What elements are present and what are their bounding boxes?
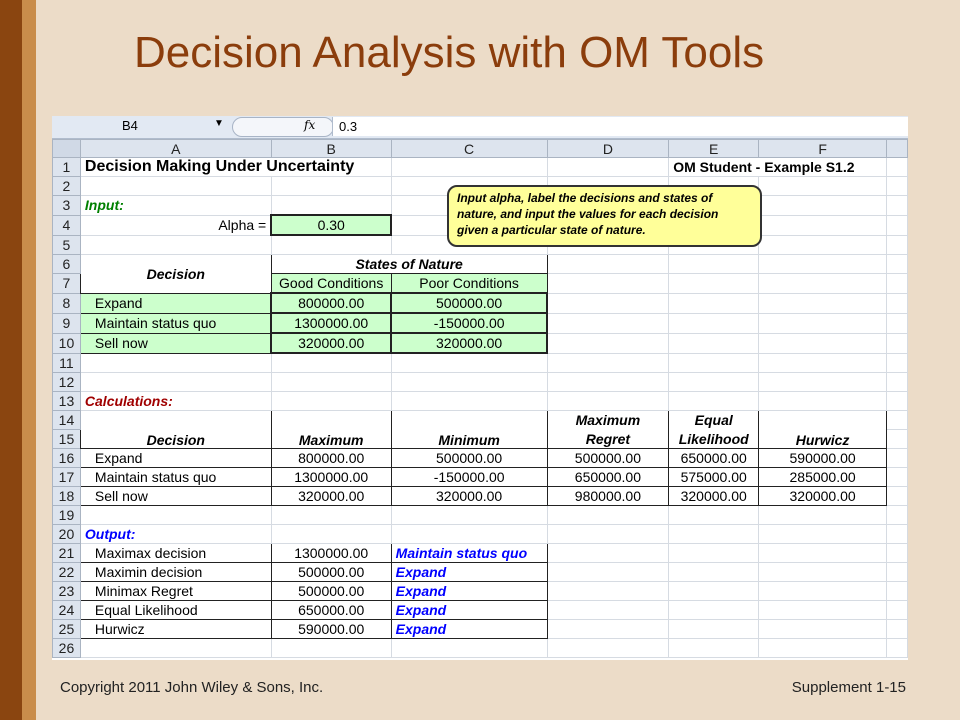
row-header-4[interactable]: 4	[53, 215, 81, 235]
calc-cell[interactable]: 320000.00	[759, 487, 887, 506]
row-header-7[interactable]: 7	[53, 274, 81, 294]
calc-cell[interactable]: 980000.00	[547, 487, 669, 506]
instruction-callout: Input alpha, label the decisions and states of nature, and input the values for each decision given a particular state of nature.	[447, 185, 762, 247]
table-row	[53, 563, 908, 582]
row-header-11[interactable]: 11	[53, 353, 81, 373]
calc-max-regret-header[interactable]: Maximum	[547, 411, 669, 430]
row-header-3[interactable]: 3	[53, 196, 81, 216]
calc-cell[interactable]: 575000.00	[669, 468, 759, 487]
payoff-cell[interactable]: 1300000.00	[271, 313, 391, 333]
page-number-footer: Supplement 1-15	[791, 679, 906, 696]
row-header-18[interactable]: 18	[53, 487, 81, 506]
fx-icon[interactable]: fx	[304, 118, 316, 132]
row-header-10[interactable]: 10	[53, 333, 81, 353]
row-header-16[interactable]: 16	[53, 449, 81, 468]
row-header-23[interactable]: 23	[53, 582, 81, 601]
output-decision-cell[interactable]: Maintain status quo	[391, 544, 547, 563]
calc-cell[interactable]: 800000.00	[271, 449, 391, 468]
decision-label-cell[interactable]: Maintain status quo	[80, 313, 271, 333]
row-header-12[interactable]: 12	[53, 373, 81, 392]
alpha-label[interactable]: Alpha =	[80, 215, 271, 235]
poor-conditions-header[interactable]: Poor Conditions	[391, 274, 547, 294]
table-row	[53, 293, 908, 313]
calc-maximum-header[interactable]: Maximum	[271, 411, 391, 449]
left-stripe-light	[22, 0, 36, 720]
table-row	[53, 333, 908, 353]
decision-header-cell[interactable]: Decision	[80, 255, 271, 294]
output-label-cell[interactable]: Maximin decision	[80, 563, 271, 582]
row-header-22[interactable]: 22	[53, 563, 81, 582]
row-header-9[interactable]: 9	[53, 313, 81, 333]
decision-label-cell[interactable]: Sell now	[80, 333, 271, 353]
row-header-20[interactable]: 20	[53, 525, 81, 544]
states-of-nature-header[interactable]: States of Nature	[271, 255, 547, 274]
column-header-f[interactable]: F	[759, 140, 887, 158]
formula-input[interactable]: 0.3	[332, 117, 908, 136]
payoff-cell[interactable]: -150000.00	[391, 313, 547, 333]
calc-cell[interactable]: -150000.00	[391, 468, 547, 487]
calc-cell[interactable]: 320000.00	[391, 487, 547, 506]
row-header-25[interactable]: 25	[53, 620, 81, 639]
column-header-e[interactable]: E	[669, 140, 759, 158]
output-value-cell[interactable]: 650000.00	[271, 601, 391, 620]
left-stripe-dark	[0, 0, 22, 720]
slide-title: Decision Analysis with OM Tools	[134, 28, 765, 77]
calc-decision-header[interactable]: Decision	[80, 411, 271, 449]
input-section-label[interactable]: Input:	[80, 196, 271, 216]
output-value-cell[interactable]: 590000.00	[271, 620, 391, 639]
row-header-5[interactable]: 5	[53, 235, 81, 255]
table-row	[53, 313, 908, 333]
payoff-cell[interactable]: 320000.00	[271, 333, 391, 353]
copyright-footer: Copyright 2011 John Wiley & Sons, Inc.	[60, 679, 324, 696]
name-box-dropdown-icon[interactable]: ▼	[214, 118, 224, 129]
output-label-cell[interactable]: Hurwicz	[80, 620, 271, 639]
output-value-cell[interactable]: 500000.00	[271, 563, 391, 582]
row-header-21[interactable]: 21	[53, 544, 81, 563]
output-decision-cell[interactable]: Expand	[391, 620, 547, 639]
column-header-c[interactable]: C	[391, 140, 547, 158]
payoff-cell[interactable]: 800000.00	[271, 293, 391, 313]
alpha-input-cell[interactable]: 0.30	[271, 215, 391, 235]
formula-bar	[52, 116, 908, 139]
table-row	[53, 582, 908, 601]
table-row	[53, 449, 908, 468]
row-header-8[interactable]: 8	[53, 293, 81, 313]
calc-equal-likelihood-header-line2[interactable]: Likelihood	[669, 430, 759, 449]
calc-cell[interactable]: 285000.00	[759, 468, 887, 487]
calc-cell[interactable]: 500000.00	[547, 449, 669, 468]
calc-cell[interactable]: 650000.00	[669, 449, 759, 468]
calc-cell[interactable]: 590000.00	[759, 449, 887, 468]
row-header-1[interactable]: 1	[53, 158, 81, 177]
calc-minimum-header[interactable]: Minimum	[391, 411, 547, 449]
calc-cell[interactable]: 1300000.00	[271, 468, 391, 487]
output-decision-cell[interactable]: Expand	[391, 601, 547, 620]
output-label-cell[interactable]: Minimax Regret	[80, 582, 271, 601]
output-decision-cell[interactable]: Expand	[391, 582, 547, 601]
name-box[interactable]: B4	[122, 118, 138, 133]
row-header-24[interactable]: 24	[53, 601, 81, 620]
row-header-6[interactable]: 6	[53, 255, 81, 274]
calculations-section-label[interactable]: Calculations:	[80, 392, 271, 411]
output-value-cell[interactable]: 1300000.00	[271, 544, 391, 563]
output-decision-cell[interactable]: Expand	[391, 563, 547, 582]
calc-cell[interactable]: 650000.00	[547, 468, 669, 487]
column-header-a[interactable]: A	[80, 140, 271, 158]
table-row	[53, 544, 908, 563]
table-row	[53, 601, 908, 620]
calc-cell[interactable]: 320000.00	[669, 487, 759, 506]
payoff-cell[interactable]: 320000.00	[391, 333, 547, 353]
calc-equal-likelihood-header[interactable]: Equal	[669, 411, 759, 430]
example-label[interactable]: OM Student - Example S1.2	[669, 158, 887, 177]
sheet-heading[interactable]: Decision Making Under Uncertainty	[80, 158, 391, 177]
output-section-label[interactable]: Output:	[80, 525, 271, 544]
table-row	[53, 468, 908, 487]
row-header-14[interactable]: 14	[53, 411, 81, 430]
formula-bar-controls	[232, 117, 334, 137]
calc-max-regret-header-line2[interactable]: Regret	[547, 430, 669, 449]
calc-decision-cell[interactable]: Expand	[80, 449, 271, 468]
row-header-13[interactable]: 13	[53, 392, 81, 411]
payoff-cell[interactable]: 500000.00	[391, 293, 547, 313]
output-value-cell[interactable]: 500000.00	[271, 582, 391, 601]
output-label-cell[interactable]: Equal Likelihood	[80, 601, 271, 620]
column-header-row	[53, 140, 908, 158]
calc-cell[interactable]: 320000.00	[271, 487, 391, 506]
calc-cell[interactable]: 500000.00	[391, 449, 547, 468]
row-header-17[interactable]: 17	[53, 468, 81, 487]
good-conditions-header[interactable]: Good Conditions	[271, 274, 391, 294]
calc-hurwicz-header[interactable]: Hurwicz	[759, 411, 887, 449]
table-row	[53, 620, 908, 639]
calc-decision-cell[interactable]: Maintain status quo	[80, 468, 271, 487]
spreadsheet	[52, 116, 908, 660]
row-header-26[interactable]: 26	[53, 639, 81, 658]
calc-decision-cell[interactable]: Sell now	[80, 487, 271, 506]
column-header-d[interactable]: D	[547, 140, 669, 158]
row-header-2[interactable]: 2	[53, 177, 81, 196]
table-row	[53, 487, 908, 506]
select-all-corner[interactable]	[53, 140, 81, 158]
column-header-b[interactable]: B	[271, 140, 391, 158]
decision-label-cell[interactable]: Expand	[80, 293, 271, 313]
row-header-19[interactable]: 19	[53, 506, 81, 525]
row-header-15[interactable]: 15	[53, 430, 81, 449]
output-label-cell[interactable]: Maximax decision	[80, 544, 271, 563]
